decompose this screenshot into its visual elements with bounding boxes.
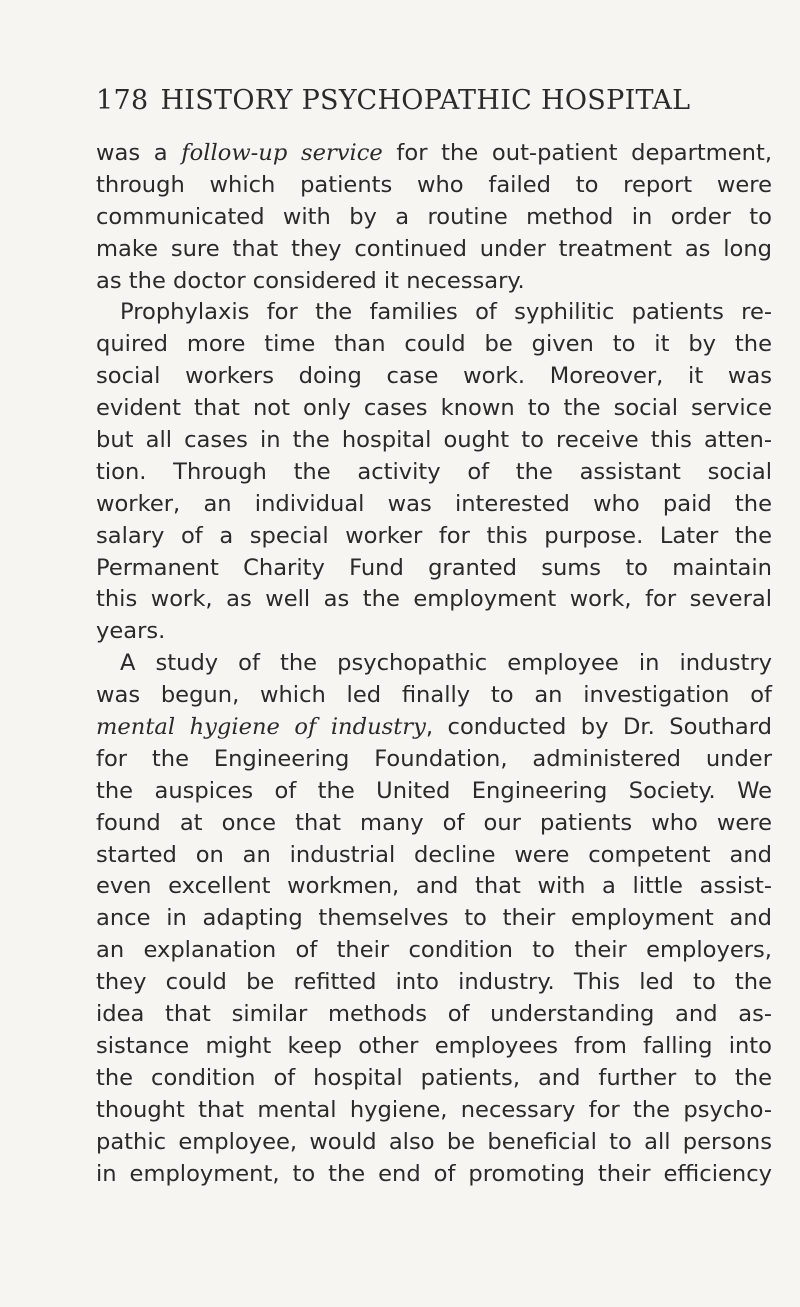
text-line: Permanent Charity Fund granted sums to maintain <box>96 554 772 581</box>
text-line: worker, an individual was interested who paid the <box>96 490 772 517</box>
text-line: communicated with by a routine method in order to <box>96 203 772 230</box>
text-line: even excellent workmen, and that with a little assist- <box>96 873 772 900</box>
text-line: was begun, which led finally to an investigation of <box>96 682 772 709</box>
text-line: tion. Through the activity of the assistant social <box>96 458 772 485</box>
running-head <box>96 85 776 129</box>
text-line: the condition of hospital patients, and further to the <box>96 1064 772 1091</box>
text-line: salary of a special worker for this purpose. Later the <box>96 522 772 549</box>
text-line: they could be refitted into industry. This led to the <box>96 969 772 996</box>
text-line: thought that mental hygiene, necessary for the psycho- <box>96 1096 772 1123</box>
text-line: evident that not only cases known to the social service <box>96 395 772 422</box>
page-number: 178 <box>96 85 149 116</box>
text-line: this work, as well as the employment work, for several <box>96 586 772 613</box>
text-line: pathic employee, would also be beneficial to all persons <box>96 1128 772 1155</box>
text-run: for the out-patient department, <box>382 140 772 166</box>
text-line: years. <box>96 618 166 645</box>
running-title: HISTORY PSYCHOPATHIC HOSPITAL <box>160 85 691 116</box>
text-line: but all cases in the hospital ought to receive this atten- <box>96 427 772 454</box>
text-line: for the Engineering Foundation, administered under <box>96 745 772 772</box>
text-line: quired more time than could be given to it by the <box>96 331 772 358</box>
text-line: an explanation of their condition to their employers, <box>96 937 772 964</box>
italic-term: mental hygiene of industry <box>96 714 426 741</box>
text-line: make sure that they continued under treatment as long <box>96 235 772 262</box>
text-line: in employment, to the end of promoting their efficiency <box>96 1160 772 1187</box>
text-line: A study of the psychopathic employee in industry <box>120 650 772 677</box>
text-line <box>96 712 772 744</box>
text-line: as the doctor considered it necessary. <box>96 267 525 294</box>
text-line <box>96 138 772 170</box>
text-line: started on an industrial decline were competent and <box>96 841 772 868</box>
text-line: sistance might keep other employees from falling into <box>96 1032 772 1059</box>
text-line: Prophylaxis for the families of syphilitic patients re- <box>120 299 772 326</box>
text-run: was a <box>96 140 182 166</box>
text-run: , conducted by Dr. Southard <box>425 714 772 741</box>
text-line: idea that similar methods of understanding and as- <box>96 1001 772 1028</box>
text-line: through which patients who failed to report were <box>96 171 772 198</box>
text-line: found at once that many of our patients who were <box>96 809 772 836</box>
text-line: ance in adapting themselves to their employment and <box>96 905 772 932</box>
body-text <box>96 138 772 1190</box>
italic-term: follow-up service <box>181 140 383 166</box>
text-line: social workers doing case work. Moreover, it was <box>96 363 772 390</box>
text-line: the auspices of the United Engineering Society. We <box>96 777 772 804</box>
